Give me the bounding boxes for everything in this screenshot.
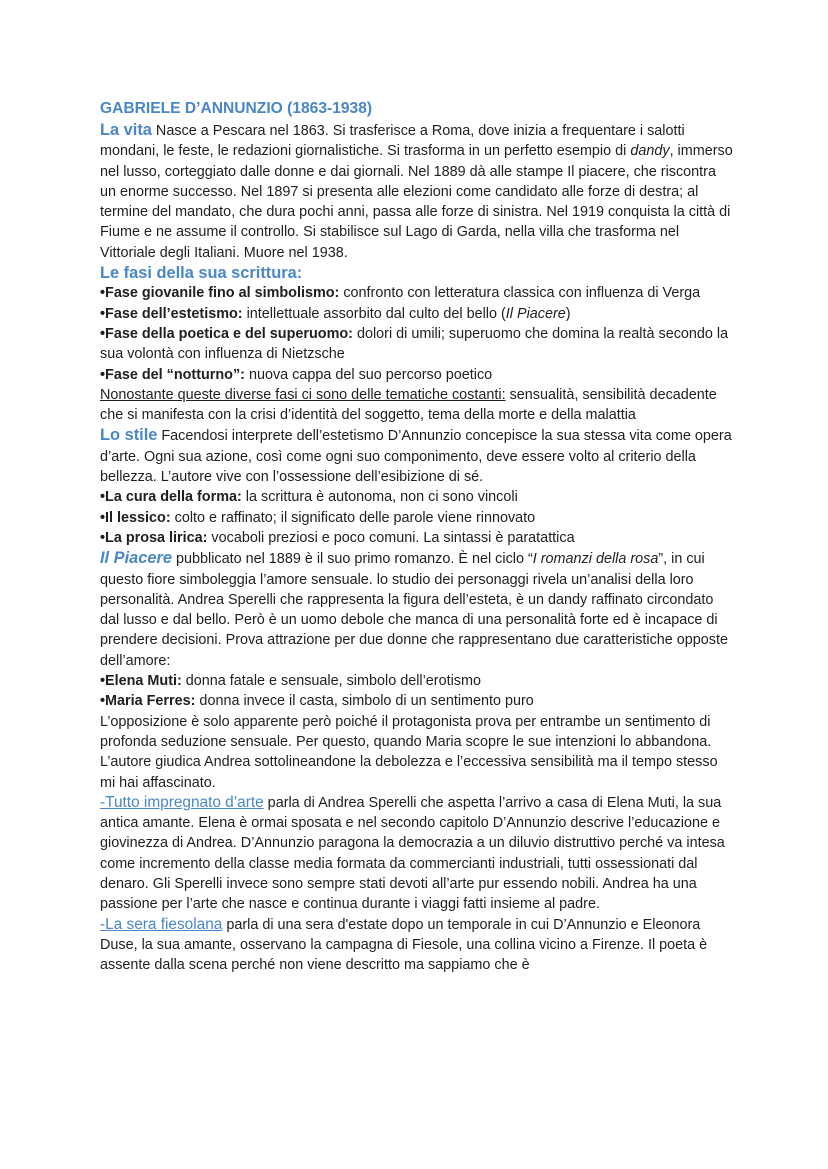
arte-paragraph <box>100 793 735 915</box>
sera-paragraph <box>100 915 735 976</box>
stile-item-text: colto e raffinato; il significato delle parole viene rinnovato <box>170 509 536 526</box>
stile-item <box>100 487 735 507</box>
fasi-item-end: ) <box>565 305 571 322</box>
stile-item-text: la scrittura è autonoma, non ci sono vincoli <box>241 489 518 506</box>
sera-link[interactable]: -La sera fiesolana <box>100 915 223 933</box>
piacere-item-text: donna invece il casta, simbolo di un sentimento puro <box>195 693 534 710</box>
piacere-ciclo: I romanzi della rosa <box>532 551 659 568</box>
piacere-paragraph-3: L’autore giudica Andrea sottolineandone la debolezza e l’eccessiva sensibilità ma il tempo stesso mi hai affascinato. <box>100 754 718 791</box>
fasi-heading: Le fasi della sua scrittura: <box>100 264 303 283</box>
vita-dandy: dandy <box>630 143 670 160</box>
stile-item-label: •Il lessico: <box>100 509 171 526</box>
fasi-note-text: sensualità, sensibilità decadente che si manifesta con la crisi d’identità del soggetto, tema della morte e della malattia <box>100 386 717 424</box>
stile-text: Facendosi interprete dell’estetismo D’Annunzio concepisce la sua stessa vita come opera d’arte. Ogni sua azione, così come ogni suo componimento, deve essere volto al criterio della bellezza. L’autore vive con l’ossessione dell’esibizione di sé. <box>100 428 732 486</box>
vita-paragraph <box>100 120 735 263</box>
fasi-item-label: •Fase giovanile fino al simbolismo: <box>100 285 340 302</box>
fasi-item-label: •Fase dell’estetismo: <box>100 305 243 322</box>
fasi-item <box>100 324 735 365</box>
stile-item-label: •La cura della forma: <box>100 489 242 506</box>
document-title: GABRIELE D’ANNUNZIO (1863-1938) <box>100 100 373 117</box>
sera-text: parla di una sera d'estate dopo un temporale in cui D’Annunzio e Eleonora Duse, la sua amante, osservano la campagna di Fiesole, una collina vicino a Firenze. Il poeta è assente dalla scena perché non viene descritto ma sappiamo che è <box>100 916 708 974</box>
piacere-paragraph <box>100 548 735 671</box>
fasi-item-label: •Fase del “notturno”: <box>100 366 245 383</box>
stile-item <box>100 528 735 548</box>
fasi-item-label: •Fase della poetica e del superuomo: <box>100 325 353 342</box>
stile-item-label: •La prosa lirica: <box>100 529 208 546</box>
arte-link[interactable]: -Tutto impregnato d’arte <box>100 793 264 811</box>
fasi-item <box>100 304 735 324</box>
piacere-item <box>100 691 735 711</box>
piacere-item-label: •Elena Muti: <box>100 673 182 690</box>
piacere-text-2: ”, in cui questo fiore simboleggia l’amore sensuale. lo studio dei personaggi rivela un’analisi della loro personalità. Andrea Sperelli che rappresenta la figura dell’esteta, è un dandy raffinato circondato dal lusso e dal bello. Però è un uomo debole che manca di una personalità forte ed è incapace di prendere decisioni. Prova attrazione per due donne che rappresentano due caratteristiche opposte dell’amore: <box>100 551 729 669</box>
fasi-item-text: intellettuale assorbito dal culto del bello ( <box>242 305 506 322</box>
fasi-item-text: dolori di umili; superuomo che domina la realtà secondo la sua volontà con influenza di Nietzsche <box>100 325 729 363</box>
fasi-note-underlined: Nonostante queste diverse fasi ci sono delle tematiche costanti: <box>100 386 506 403</box>
fasi-item-text: confronto con letteratura classica con influenza di Verga <box>339 285 701 302</box>
vita-text-1: Nasce a Pescara nel 1863. Si trasferisce a Roma, dove inizia a frequentare i salotti mondani, le feste, le redazioni giornalistiche. Si trasforma in un perfetto esempio di <box>100 123 685 160</box>
stile-item-text: vocaboli preziosi e poco comuni. La sintassi è paratattica <box>207 529 575 546</box>
stile-heading: Lo stile <box>100 426 158 445</box>
fasi-item <box>100 365 735 385</box>
stile-item <box>100 508 735 528</box>
document-page <box>100 98 735 975</box>
fasi-note <box>100 385 735 426</box>
piacere-item-label: •Maria Ferres: <box>100 693 196 710</box>
piacere-item <box>100 671 735 691</box>
arte-text: parla di Andrea Sperelli che aspetta l’arrivo a casa di Elena Muti, la sua antica amante. Elena è ormai sposata e nel secondo capitolo D’Annunzio descrive l’educazione e giovinezza di Andrea. D’Annunzio paragona la democrazia a un diluvio distruttivo perché va intesa come incremento della classe media formata da commercianti industriali, tutti ossessionati dal denaro. Gli Sperelli invece sono sempre stati devoti all’arte pur essendo nobili. Andrea ha una passione per l’arte che nasce e continua durante i viaggi fatti insieme al padre. <box>100 794 725 913</box>
fasi-item-title: Il Piacere <box>505 305 566 322</box>
vita-heading: La vita <box>100 121 152 139</box>
fasi-item-text: nuova cappa del suo percorso poetico <box>244 366 493 383</box>
piacere-text-1: pubblicato nel 1889 è il suo primo romanzo. È nel ciclo “ <box>172 551 533 568</box>
stile-paragraph <box>100 425 735 487</box>
fasi-item <box>100 283 735 303</box>
piacere-heading: Il Piacere <box>100 549 172 568</box>
piacere-paragraph-2: L’opposizione è solo apparente però poiché il protagonista prova per entrambe un sentimento di profonda seduzione sensuale. Per questo, quando Maria scopre le sue intenzioni lo abbandona. <box>100 713 712 750</box>
vita-text-2: , immerso nel lusso, corteggiato dalle donne e dai giornali. Nel 1889 dà alle stampe Il piacere, che riscontra un enorme successo. Nel 1897 si presenta alle elezioni come candidato alle forze di destra; al termine del mandato, che dura pochi anni, passa alle forze di sinistra. Nel 1919 conquista la città di Fiume e ne assume il controllo. Si stabilisce sul Lago di Garda, nella villa che trasforma nel Vittoriale degli Italiani. Muore nel 1938. <box>100 143 733 261</box>
piacere-item-text: donna fatale e sensuale, simbolo dell’erotismo <box>181 673 481 690</box>
